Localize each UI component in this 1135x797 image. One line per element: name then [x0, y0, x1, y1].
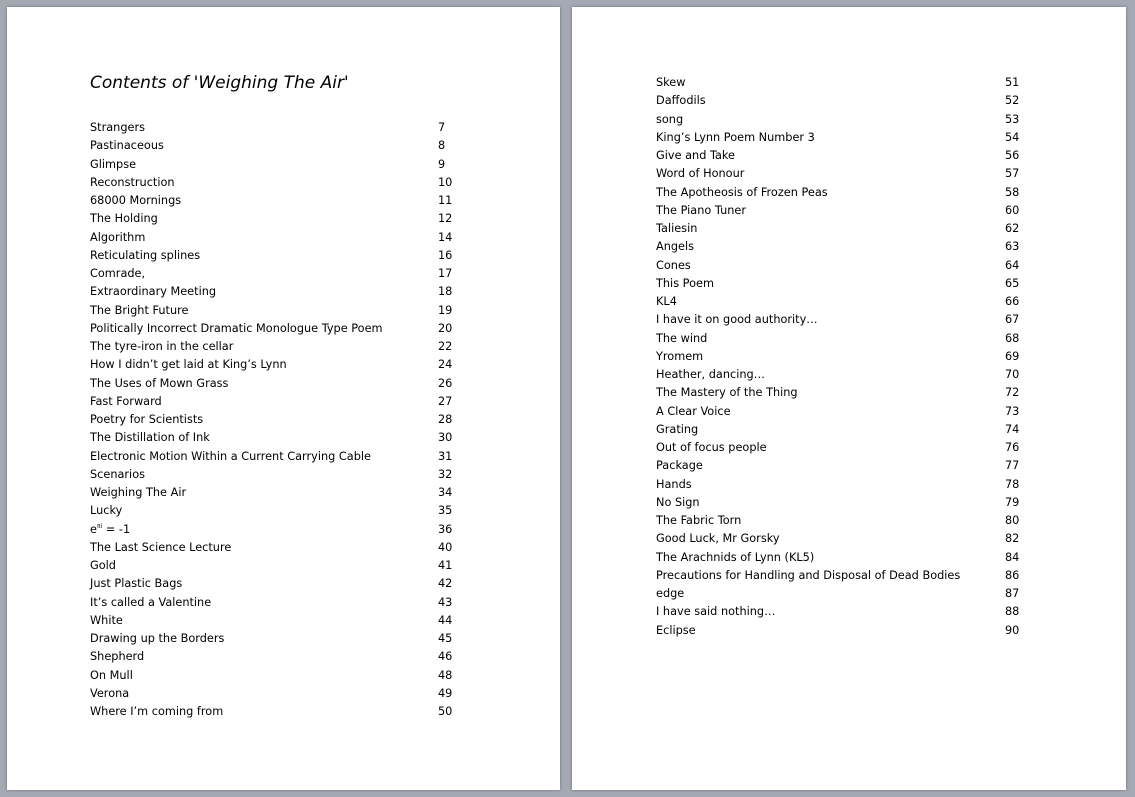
toc-entry-page-number: 84	[1005, 550, 1020, 564]
toc-entry-title: The Apotheosis of Frozen Peas	[656, 185, 828, 199]
toc-entry-title: Hands	[656, 477, 692, 491]
toc-entry	[90, 521, 470, 539]
toc-entry-title: edge	[656, 587, 685, 600]
toc-entry-title: Drawing up the Borders	[90, 632, 225, 645]
toc-entry	[90, 265, 470, 283]
toc-entry-title: Pastinaceous	[90, 139, 164, 153]
toc-entry	[656, 512, 1036, 530]
toc-entry-page-number: 54	[1005, 130, 1020, 144]
toc-entry-title: Package	[656, 459, 703, 473]
toc-entry	[90, 685, 470, 703]
toc-entry-page-number: 20	[438, 321, 453, 335]
toc-entry-page-number: 40	[438, 540, 453, 554]
toc-entry-title: Taliesin	[656, 222, 698, 235]
toc-entry	[656, 275, 1036, 293]
toc-entry-page-number: 19	[438, 303, 453, 317]
toc-entry	[90, 484, 470, 502]
toc-entry-title-base: e	[90, 522, 97, 536]
toc-entry-page-number: 56	[1005, 149, 1020, 162]
toc-entry	[90, 557, 470, 575]
toc-entry-title: Reticulating splines	[90, 248, 201, 262]
contents-title: Contents of 'Weighing The Air'	[90, 73, 349, 93]
toc-entry-title: It’s called a Valentine	[90, 595, 212, 609]
toc-entry-page-number: 52	[1005, 94, 1020, 108]
toc-entry-title: Poetry for Scientists	[90, 413, 204, 426]
toc-entry	[656, 129, 1036, 147]
toc-entry-page-number: 86	[1005, 568, 1020, 582]
toc-entry	[656, 603, 1036, 621]
toc-entry-title: The Fabric Torn	[656, 514, 742, 527]
toc-entry-page-number: 30	[438, 431, 453, 445]
toc-entry	[656, 366, 1036, 384]
toc-entry-title: Scenarios	[90, 467, 145, 481]
toc-entry-title: Glimpse	[90, 157, 137, 171]
toc-entry-title: I have said nothing…	[656, 605, 776, 619]
toc-entry	[90, 375, 470, 393]
toc-entry-page-number: 48	[438, 668, 453, 682]
toc-entry-title-superscript: πi	[96, 522, 103, 530]
toc-entry-page-number: 66	[1005, 295, 1020, 308]
toc-entry	[90, 247, 470, 265]
toc-entry	[90, 411, 470, 429]
toc-entry-title: Fast Forward	[90, 394, 162, 408]
toc-entry-page-number: 90	[1005, 623, 1020, 637]
toc-entry-title	[90, 521, 130, 539]
toc-entry-title: The Bright Future	[90, 303, 189, 317]
toc-entry-title: Lucky	[90, 504, 123, 518]
toc-entry	[656, 348, 1036, 366]
toc-entry-title: Word of Honour	[656, 167, 745, 181]
toc-entry	[90, 539, 470, 557]
toc-entry	[656, 293, 1036, 311]
toc-entry-title: The Mastery of the Thing	[656, 386, 798, 400]
toc-entry-page-number: 43	[438, 595, 453, 609]
toc-entry-title: The Arachnids of Lynn (KL5)	[656, 550, 815, 564]
toc-entry-title: Angels	[656, 240, 695, 254]
toc-entry	[90, 429, 470, 447]
toc-entry	[90, 302, 470, 320]
toc-entry	[656, 403, 1036, 421]
toc-entry-title: No Sign	[656, 495, 700, 509]
toc-entry-title: Weighing The Air	[90, 486, 187, 499]
toc-entry-page-number: 73	[1005, 404, 1020, 418]
toc-entry	[656, 111, 1036, 129]
toc-entry-page-number: 50	[438, 705, 453, 718]
toc-entry	[656, 530, 1036, 548]
toc-entry-title: Precautions for Handling and Disposal of Dead Bodies	[656, 568, 961, 582]
toc-entry-page-number: 7	[438, 121, 446, 134]
toc-entry	[656, 165, 1036, 183]
toc-entry	[656, 92, 1036, 110]
toc-entry	[90, 703, 470, 721]
toc-entry-title: The tyre-iron in the cellar	[90, 340, 234, 353]
toc-entry	[90, 630, 470, 648]
toc-entry	[656, 238, 1036, 256]
toc-entry	[90, 174, 470, 192]
toc-entry	[656, 439, 1036, 457]
toc-entry-page-number: 17	[438, 267, 453, 280]
toc-entry-page-number: 16	[438, 248, 453, 262]
toc-entry-title: On Mull	[90, 668, 133, 682]
toc-entry-page-number: 24	[438, 358, 453, 372]
toc-entry	[90, 667, 470, 685]
toc-entry-title: Give and Take	[656, 149, 736, 162]
toc-entry-page-number: 8	[438, 139, 446, 153]
toc-entry-title: The wind	[656, 331, 708, 345]
toc-entry	[90, 502, 470, 520]
toc-entry-title: KL4	[656, 295, 677, 308]
toc-entry-title: I have it on good authority…	[656, 313, 818, 327]
toc-list-left	[90, 119, 470, 721]
toc-entry-page-number: 68	[1005, 331, 1020, 345]
toc-entry-title: Extraordinary Meeting	[90, 285, 217, 299]
toc-entry	[656, 220, 1036, 238]
toc-entry-page-number: 35	[438, 504, 453, 518]
toc-entry-page-number: 69	[1005, 349, 1020, 363]
toc-entry-page-number: 44	[438, 613, 453, 627]
toc-entry	[656, 384, 1036, 402]
toc-entry-page-number: 27	[438, 394, 453, 408]
toc-entry-title: Shepherd	[90, 650, 145, 664]
toc-entry-page-number: 34	[438, 486, 453, 499]
toc-entry-page-number: 80	[1005, 514, 1020, 527]
toc-entry-page-number: 70	[1005, 368, 1020, 381]
document-page-left	[7, 7, 560, 790]
toc-entry-title: White	[90, 613, 123, 627]
toc-entry	[656, 74, 1036, 92]
toc-entry-page-number: 87	[1005, 587, 1020, 600]
toc-entry	[90, 466, 470, 484]
toc-entry-page-number: 64	[1005, 258, 1020, 272]
toc-entry	[656, 257, 1036, 275]
toc-entry-page-number: 45	[438, 632, 453, 645]
toc-entry-page-number: 31	[438, 449, 453, 463]
toc-entry-page-number: 58	[1005, 185, 1020, 199]
toc-entry-title: song	[656, 112, 684, 126]
toc-entry	[90, 320, 470, 338]
toc-entry	[656, 184, 1036, 202]
toc-entry-page-number: 49	[438, 686, 453, 700]
toc-entry	[90, 210, 470, 228]
toc-entry-title: A Clear Voice	[656, 404, 731, 418]
toc-entry-title: 68000 Mornings	[90, 194, 182, 207]
toc-entry	[656, 494, 1036, 512]
toc-entry	[656, 421, 1036, 439]
toc-entry	[656, 476, 1036, 494]
toc-entry-page-number: 82	[1005, 532, 1020, 546]
toc-entry-page-number: 36	[438, 522, 453, 536]
toc-entry	[90, 356, 470, 374]
toc-entry-page-number: 46	[438, 650, 453, 664]
toc-entry-title: Gold	[90, 559, 116, 572]
toc-entry	[90, 448, 470, 466]
toc-entry	[90, 575, 470, 593]
toc-entry-title: The Holding	[90, 212, 158, 226]
toc-entry	[90, 648, 470, 666]
toc-entry-page-number: 78	[1005, 477, 1020, 491]
toc-entry-title: The Distillation of Ink	[90, 431, 210, 445]
toc-entry-page-number: 26	[438, 376, 453, 390]
toc-entry	[90, 612, 470, 630]
toc-entry	[656, 585, 1036, 603]
toc-entry	[656, 330, 1036, 348]
toc-entry	[90, 393, 470, 411]
toc-entry-page-number: 32	[438, 467, 453, 481]
toc-entry-page-number: 77	[1005, 459, 1020, 473]
toc-entry-page-number: 74	[1005, 422, 1020, 436]
toc-entry-page-number: 72	[1005, 386, 1020, 400]
toc-entry-page-number: 18	[438, 285, 453, 299]
toc-entry-title: Comrade,	[90, 267, 146, 280]
toc-entry-title-rest: = -1	[102, 522, 131, 536]
toc-entry-title: Algorithm	[90, 230, 146, 244]
toc-entry	[656, 147, 1036, 165]
toc-entry-page-number: 67	[1005, 313, 1020, 327]
toc-entry	[656, 202, 1036, 220]
toc-entry	[90, 137, 470, 155]
toc-entry-title: Cones	[656, 258, 691, 272]
toc-entry	[656, 311, 1036, 329]
toc-entry-page-number: 10	[438, 175, 453, 189]
toc-entry-page-number: 76	[1005, 441, 1020, 454]
toc-entry-page-number: 41	[438, 559, 453, 572]
toc-entry	[90, 156, 470, 174]
toc-entry-title: Verona	[90, 686, 130, 700]
toc-entry	[90, 594, 470, 612]
toc-entry-title: Out of focus people	[656, 441, 767, 454]
toc-entry-title: Yromem	[656, 349, 704, 363]
toc-entry	[90, 283, 470, 301]
toc-entry-page-number: 63	[1005, 240, 1020, 254]
toc-entry-page-number: 60	[1005, 203, 1020, 217]
toc-entry-title: Good Luck, Mr Gorsky	[656, 532, 780, 546]
toc-entry-title: Daffodils	[656, 94, 706, 108]
toc-entry-page-number: 62	[1005, 222, 1020, 235]
toc-entry-page-number: 53	[1005, 112, 1020, 126]
toc-list-right	[656, 74, 1036, 640]
toc-entry-page-number: 14	[438, 230, 453, 244]
toc-entry-title: Reconstruction	[90, 175, 175, 189]
toc-entry-title: Heather, dancing…	[656, 368, 765, 381]
toc-entry-title: Grating	[656, 422, 699, 436]
toc-entry-page-number: 88	[1005, 605, 1020, 619]
document-page-right	[572, 7, 1126, 790]
toc-entry-title: The Last Science Lecture	[90, 540, 232, 554]
toc-entry-title: Politically Incorrect Dramatic Monologue Type Poem	[90, 321, 383, 335]
toc-entry-title: Where I’m coming from	[90, 705, 224, 718]
toc-entry	[90, 192, 470, 210]
toc-entry	[90, 338, 470, 356]
toc-entry-page-number: 42	[438, 577, 453, 591]
toc-entry-page-number: 79	[1005, 495, 1020, 509]
toc-entry-title: Just Plastic Bags	[90, 577, 183, 591]
toc-entry-page-number: 12	[438, 212, 453, 226]
toc-entry-title: The Uses of Mown Grass	[90, 376, 229, 390]
toc-entry-page-number: 57	[1005, 167, 1020, 181]
toc-entry	[656, 457, 1036, 475]
toc-entry-title: The Piano Tuner	[656, 203, 746, 217]
toc-entry-page-number: 28	[438, 413, 453, 426]
toc-entry-title: Strangers	[90, 121, 145, 134]
toc-entry	[656, 549, 1036, 567]
toc-entry	[656, 567, 1036, 585]
toc-entry-title: How I didn’t get laid at King’s Lynn	[90, 358, 287, 372]
toc-entry-title: Eclipse	[656, 623, 696, 637]
toc-entry-page-number: 22	[438, 340, 453, 353]
toc-entry-page-number: 51	[1005, 76, 1020, 89]
toc-entry-title: King’s Lynn Poem Number 3	[656, 130, 815, 144]
toc-entry	[656, 622, 1036, 640]
toc-entry-title: Electronic Motion Within a Current Carrying Cable	[90, 449, 371, 463]
toc-entry-page-number: 9	[438, 157, 446, 171]
toc-entry	[90, 229, 470, 247]
toc-entry-title: This Poem	[656, 276, 714, 290]
toc-entry-title: Skew	[656, 76, 686, 89]
toc-entry	[90, 119, 470, 137]
toc-entry-page-number: 65	[1005, 276, 1020, 290]
toc-entry-page-number: 11	[438, 194, 453, 207]
